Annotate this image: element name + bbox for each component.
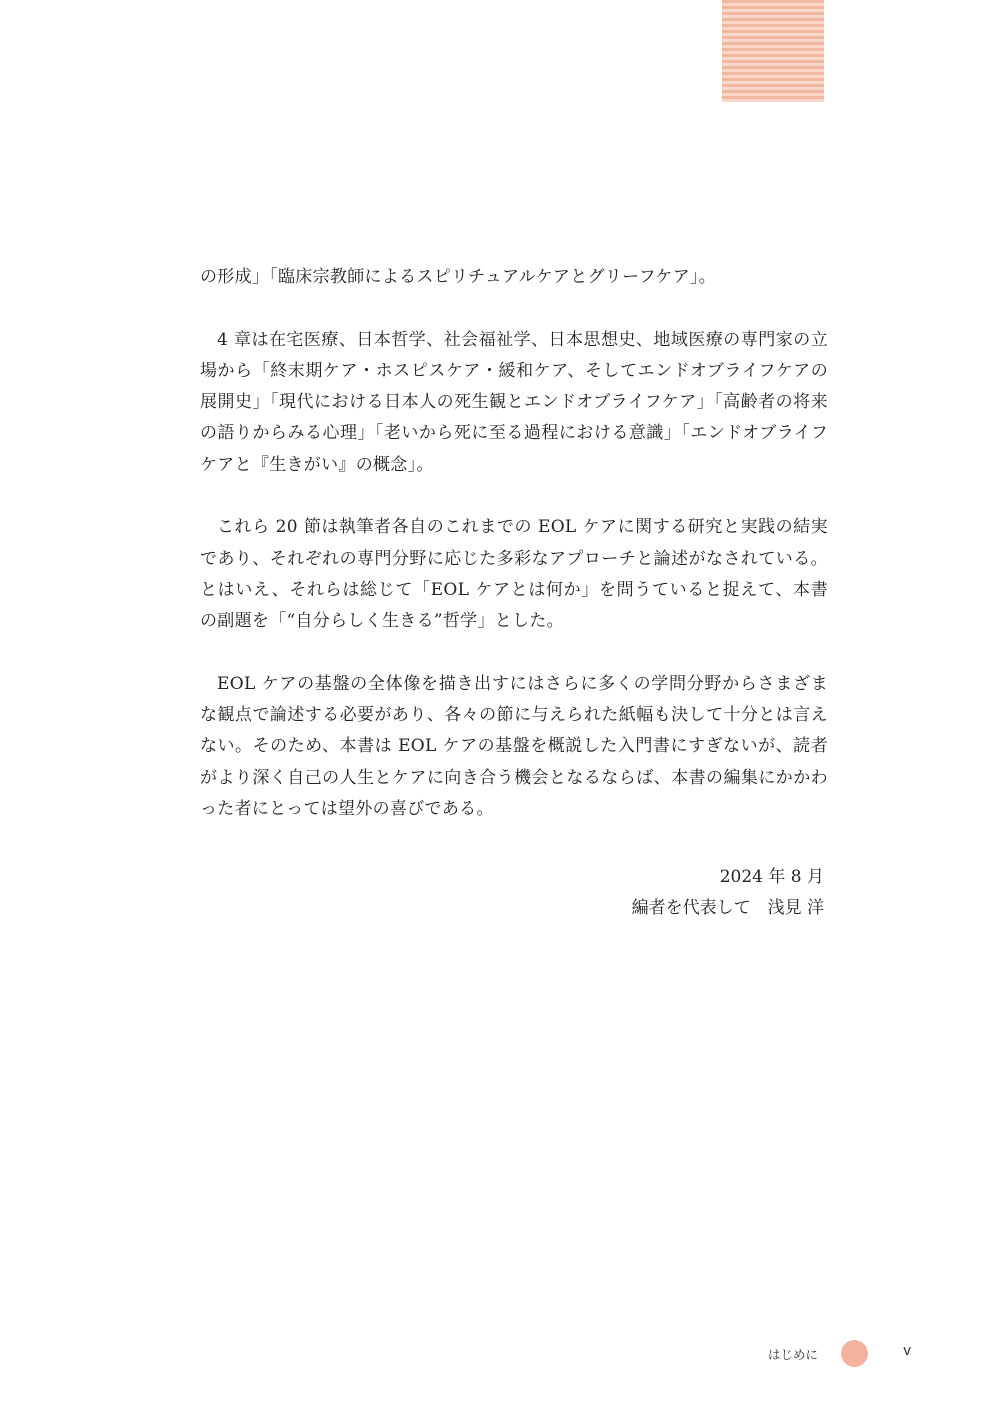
signature-author: 編者を代表して 浅見 洋: [631, 898, 824, 919]
page-footer: [700, 1339, 920, 1369]
footer-section-label: はじめに: [768, 1347, 819, 1362]
paragraph-chapter-4: 4 章は在宅医療、日本哲学、社会福祉学、日本思想史、地域医療の専門家の立場から「終末期ケア・ホスピスケア・緩和ケア、そしてエンドオブライフケアの展開史」「現代における日本人の死生観とエンドオブライフケア」「高齢者の将来の語りからみる心理」「老いから死に至る過程における意識」「エンドオブライフケアと『生きがい』の概念」。: [200, 329, 828, 475]
signature-date: 2024 年 8 月: [719, 867, 824, 887]
signature-block: [500, 862, 824, 925]
paragraph-continuation: の形成」「臨床宗教師によるスピリチュアルケアとグリーフケア」。: [200, 267, 717, 287]
page-number: v: [903, 1343, 912, 1359]
body-text: [200, 262, 828, 857]
paragraph-twenty-sections: これら 20 節は執筆者各自のこれまでの EOL ケアに関する研究と実践の結実であり、それぞれの専門分野に応じた多彩なアプローチと論述がなされている。とはいえ、それらは総じて「EOL ケアとは何か」を問うていると捉えて、本書の副題を「“自分らしく生きる”哲学」とした。: [200, 517, 828, 632]
decorative-striped-block: [722, 0, 824, 102]
footer-circle-marker: [841, 1340, 868, 1367]
paragraph-closing: EOL ケアの基盤の全体像を描き出すにはさらに多くの学問分野からさまざまな観点で論述する必要があり、各々の節に与えられた紙幅も決して十分とは言えない。そのため、本書は EOL ケアの基盤を概説した入門書にすぎないが、読者がより深く自己の人生とケアに向き合う機会となるならば、本書の編集にかかわった者にとっては望外の喜びである。: [200, 673, 828, 820]
